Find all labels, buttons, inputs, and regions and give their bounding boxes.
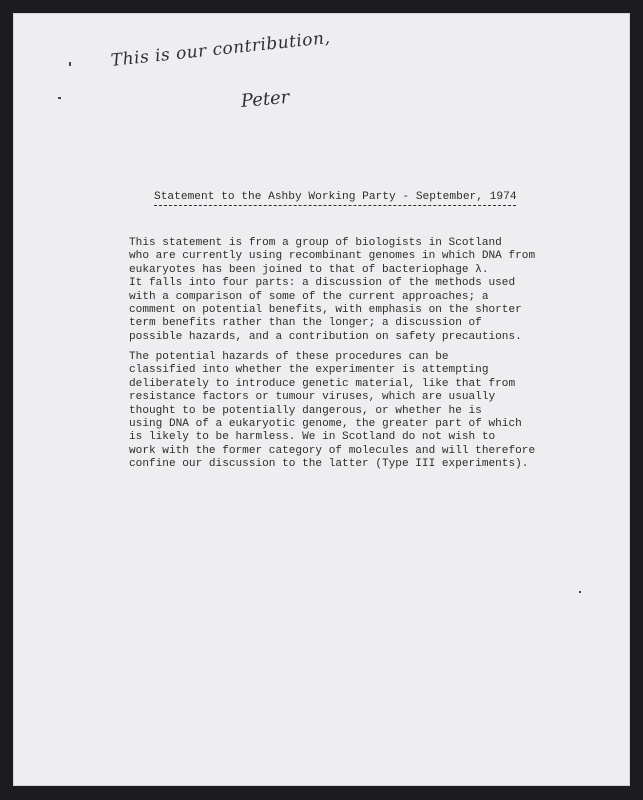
paragraph-hazards: The potential hazards of these procedures can be classified into whether the experimenter is attempting deliberately to introduce genetic material, like that from resistance factors or tumour viruses, which are usually thought to be potentially dangerous, or whether he is using DNA of a eukaryotic genome, the greater part of which is likely to be harmless. We in Scotland do not wish to work with the former category of molecules and will therefore confine our discussion to the latter (Type III experiments). [129,351,536,471]
ink-mark [579,591,581,593]
handwritten-note: This is our contribution, [109,28,332,71]
ink-mark [58,97,61,99]
document-title: Statement to the Ashby Working Party - September, 1974 [154,191,517,203]
ink-mark [69,62,71,66]
document-page [13,13,630,786]
paragraph-introduction: This statement is from a group of biologists in Scotland who are currently using recombinant genomes in which DNA from eukaryotes has been joined to that of bacteriophage λ. It falls into four parts: a discussion of the methods used with a comparison of some of the current approaches; a comment on potential benefits, with emphasis on the shorter term benefits rather than the longer; a discussion of possible hazards, and a contribution on safety precautions. [129,237,536,343]
handwritten-signature: Peter [240,86,291,112]
